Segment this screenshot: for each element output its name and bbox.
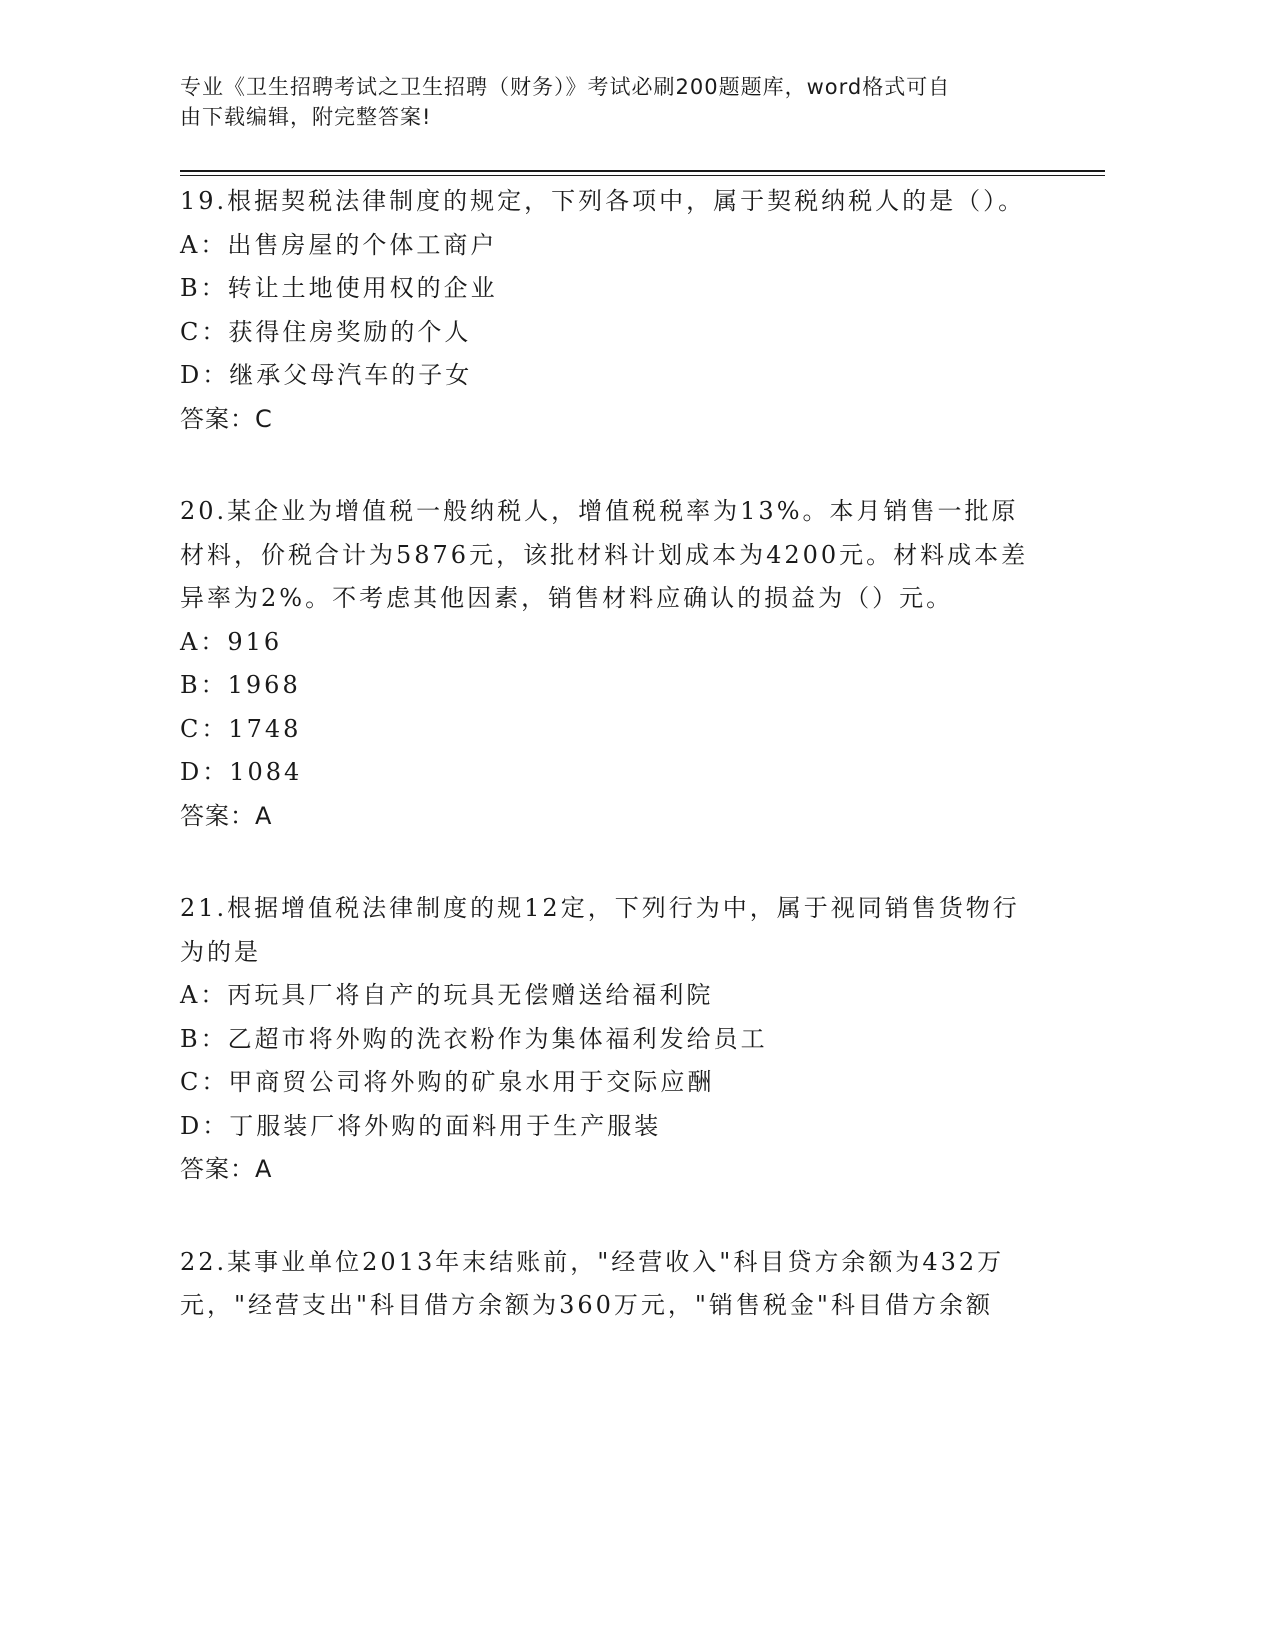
option-c: C：获得住房奖励的个人 <box>180 317 472 346</box>
question-text: 19.根据契税法律制度的规定，下列各项中，属于契税纳税人的是（）。 <box>180 187 1026 215</box>
answer-label: 答案：A <box>180 801 273 830</box>
question-text: 22.某事业单位2013年末结账前，"经营收入"科目贷方余额为432万元，"经营支出"科目借方余额为360万元，"销售税金"科目借方余额 <box>180 1247 1005 1319</box>
question-21 <box>180 887 1030 1192</box>
question-list <box>180 180 1030 1377</box>
question-20 <box>180 490 1030 838</box>
option-a: A：丙玩具厂将自产的玩具无偿赠送给福利院 <box>180 981 714 1009</box>
option-c: C：1748 <box>180 714 302 743</box>
option-c: C：甲商贸公司将外购的矿泉水用于交际应酬 <box>180 1068 715 1096</box>
header-line-2: 由下载编辑，附完整答案! <box>180 105 432 129</box>
option-d: D：继承父母汽车的子女 <box>180 361 473 389</box>
question-19 <box>180 180 1030 441</box>
option-b: B：转让土地使用权的企业 <box>180 274 498 302</box>
answer-label: 答案：A <box>180 1155 273 1183</box>
option-d: D：丁服装厂将外购的面料用于生产服装 <box>180 1111 662 1140</box>
header-divider-thin <box>180 175 1105 176</box>
question-22 <box>180 1241 1030 1328</box>
header-divider-thick <box>180 170 1105 172</box>
option-d: D：1084 <box>180 758 303 786</box>
option-a: A：出售房屋的个体工商户 <box>180 230 498 259</box>
question-text: 20.某企业为增值税一般纳税人，增值税税率为13%。本月销售一批原材料，价税合计为5876元，该批材料计划成本为4200元。材料成本差异率为2%。不考虑其他因素，销售材料应确认的损益为（）元。 <box>180 497 1029 612</box>
header-line-1: 专业《卫生招聘考试之卫生招聘（财务）》考试必刷200题题库，word格式可自 <box>180 75 951 99</box>
option-b: B：乙超市将外购的洗衣粉作为集体福利发给员工 <box>180 1024 768 1053</box>
document-header <box>180 72 1030 132</box>
option-b: B：1968 <box>180 671 301 699</box>
question-text: 21.根据增值税法律制度的规12定，下列行为中，属于视同销售货物行为的是 <box>180 894 1020 966</box>
answer-label: 答案：C <box>180 404 273 433</box>
option-a: A：916 <box>180 627 283 656</box>
